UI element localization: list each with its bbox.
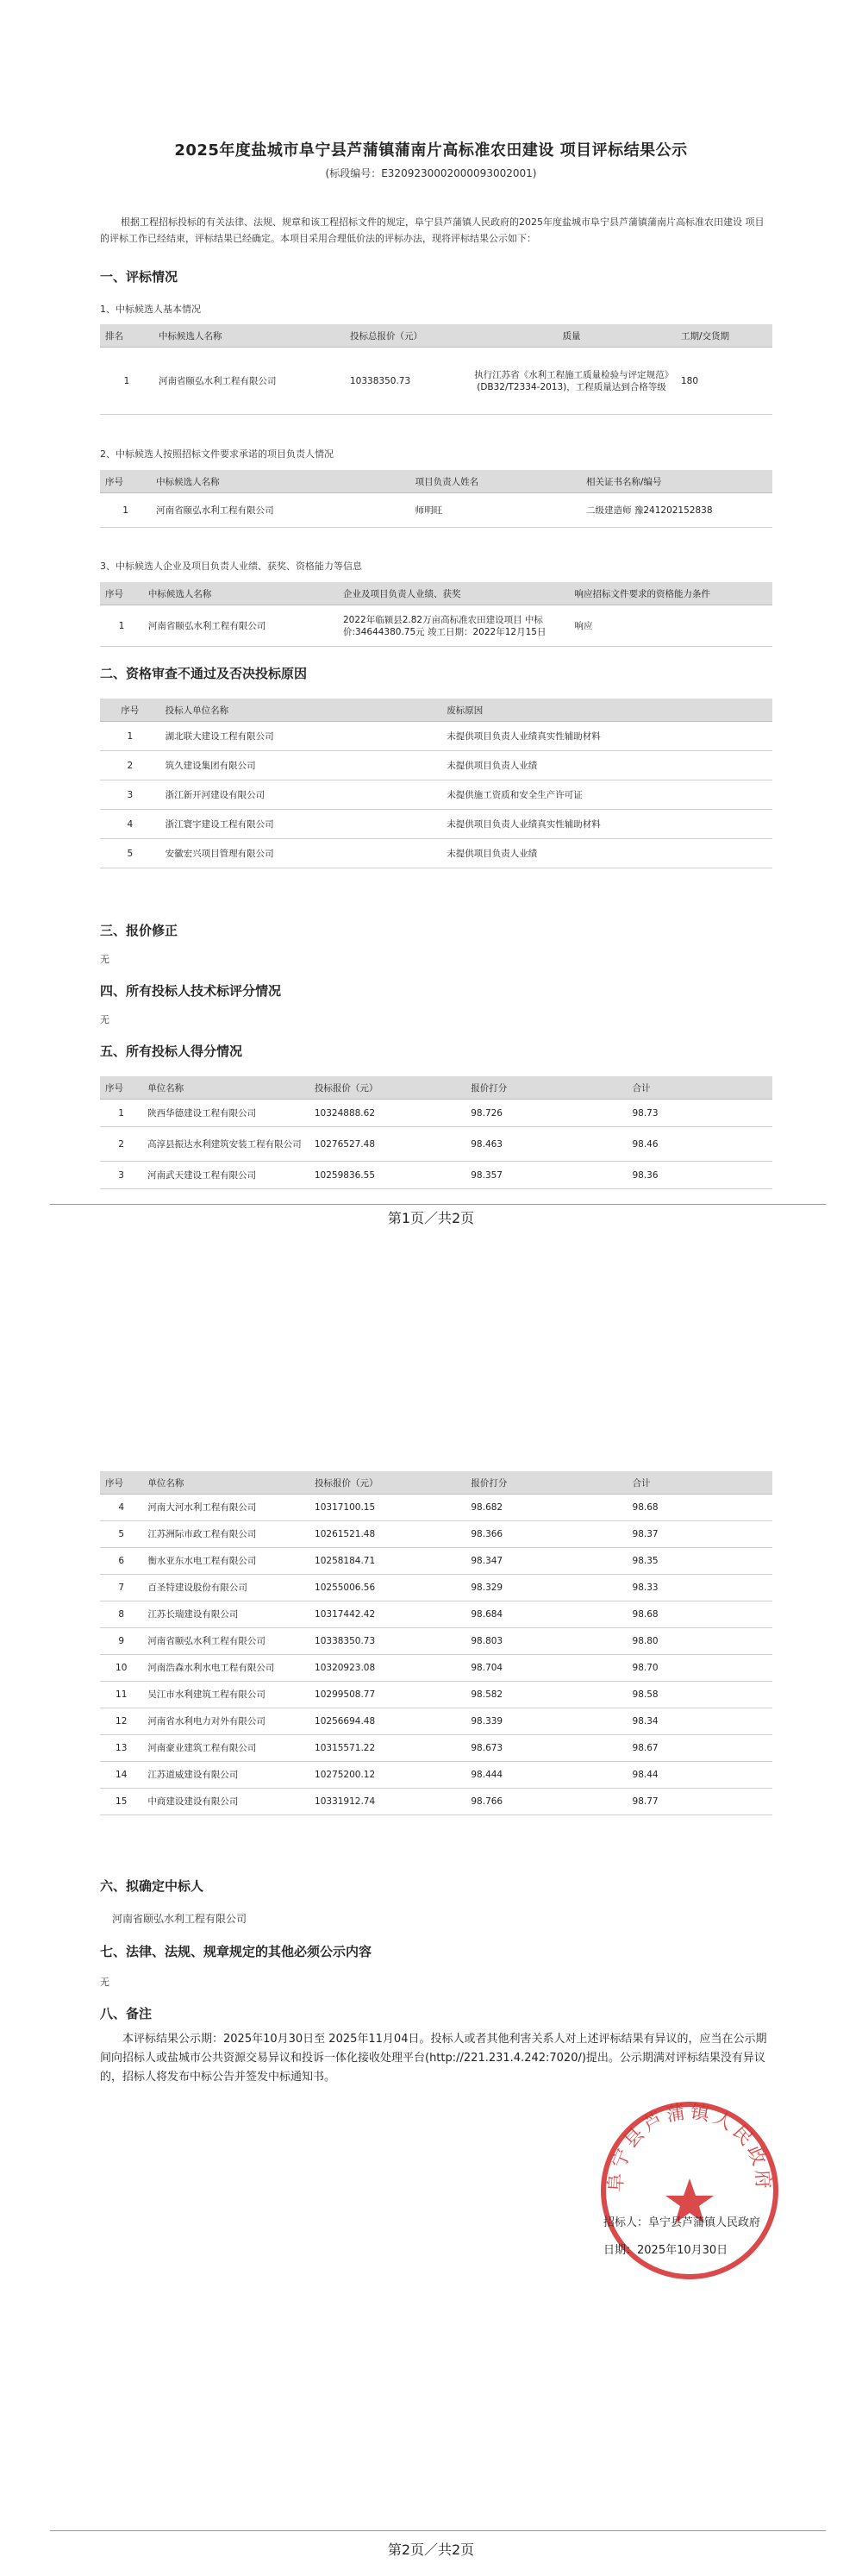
cell-no: 10 [100,1655,142,1682]
cell-price-score: 98.673 [465,1735,627,1762]
cell-rank: 1 [100,348,153,415]
table-row [100,1708,772,1735]
section1-sub2-heading: 2、中标候选人按照招标文件要求承诺的项目负责人情况 [100,448,334,460]
cell-total: 98.68 [628,1495,772,1521]
col-no: 序号 [100,582,143,605]
cell-name: 安徽宏兴项目管理有限公司 [160,839,442,868]
section1-heading: 一、评标情况 [100,269,178,285]
section4-content: 无 [100,1014,109,1025]
cell-name: 浙江新开河建设有限公司 [160,780,442,810]
cell-no: 11 [100,1682,142,1708]
cell-price-score: 98.444 [465,1762,627,1789]
cell-no: 3 [100,780,160,810]
cell-name: 筑久建设集团有限公司 [160,751,442,780]
table-row [100,810,772,839]
table-header-row [100,1076,772,1100]
candidate-basic-table [100,324,772,415]
cell-reason: 未提供项目负责人业绩 [441,839,772,868]
table-header-row [100,699,772,722]
cell-total: 98.46 [627,1127,772,1162]
cell-price-score: 98.803 [465,1628,627,1655]
col-quality: 质量 [467,324,676,348]
cell-price: 10299508.77 [309,1682,465,1708]
col-qualification: 响应招标文件要求的资格能力条件 [570,582,772,605]
col-total: 合计 [628,1471,772,1495]
col-name: 中标候选人名称 [151,470,409,493]
col-no: 序号 [100,1076,142,1100]
cell-total: 98.33 [628,1575,772,1601]
col-reason: 废标原因 [441,699,772,722]
cell-name: 中商建设建设有限公司 [142,1789,309,1815]
page-2 [0,1259,862,2576]
document-title: 2025年度盐城市阜宁县芦蒲镇蒲南片高标准农田建设 项目评标结果公示 [174,141,688,160]
table-row [100,605,772,647]
cell-name: 江苏洲际市政工程有限公司 [142,1521,309,1548]
section7-heading: 七、法律、法规、规章规定的其他必须公示内容 [100,1944,372,1959]
cell-price-score: 98.726 [465,1100,627,1127]
section4-heading: 四、所有投标人技术标评分情况 [100,983,282,999]
col-name: 单位名称 [142,1076,309,1100]
cell-performance: 2022年临颍县2.82万亩高标准农田建设项目 中标价:34644380.75元 竣工日期：2022年12月15日 [338,605,570,647]
table-row [100,751,772,780]
cell-total: 98.37 [628,1521,772,1548]
cell-price-score: 98.766 [465,1789,627,1815]
cell-no: 3 [100,1162,142,1189]
section7-content: 无 [100,1977,109,1988]
table-row [100,1628,772,1655]
cell-price-score: 98.357 [465,1162,627,1189]
cell-duration: 180 [676,348,772,415]
table-row [100,1548,772,1575]
cell-name: 河南省颐弘水利工程有限公司 [153,348,345,415]
col-name: 投标人单位名称 [160,699,442,722]
cell-name: 河南武天建设工程有限公司 [142,1162,309,1189]
col-manager: 项目负责人姓名 [410,470,581,493]
col-performance: 企业及项目负责人业绩、获奖 [338,582,570,605]
cell-name: 河南豪业建筑工程有限公司 [142,1735,309,1762]
table-header-row [100,324,772,348]
cell-name: 浙江寰宇建设工程有限公司 [160,810,442,839]
cell-total: 98.70 [628,1655,772,1682]
cell-price: 10317100.15 [309,1495,465,1521]
cell-price: 10317442.42 [309,1601,465,1628]
signature-date: 日期：2025年10月30日 [603,2244,728,2257]
table-row [100,348,772,415]
cell-total: 98.58 [628,1682,772,1708]
section1-sub3-heading: 3、中标候选人企业及项目负责人业绩、获奖、资格能力等信息 [100,561,362,572]
col-price: 投标报价（元） [309,1471,465,1495]
table-header-row [100,470,772,493]
section6-heading: 六、拟确定中标人 [100,1878,204,1894]
col-no: 序号 [100,1471,142,1495]
cell-price-score: 98.682 [465,1495,627,1521]
cell-no: 7 [100,1575,142,1601]
table-header-row [100,1471,772,1495]
col-price: 投标报价（元） [309,1076,465,1100]
cell-total: 98.36 [627,1162,772,1189]
col-cert: 相关证书名称/编号 [581,470,772,493]
cell-price: 10276527.48 [309,1127,465,1162]
cell-cert: 二级建造师 豫241202152838 [581,493,772,528]
cell-reason: 未提供项目负责人业绩真实性辅助材料 [441,722,772,751]
cell-price: 10331912.74 [309,1789,465,1815]
cell-no: 1 [100,493,151,528]
cell-no: 1 [100,605,143,647]
section6-content: 河南省颐弘水利工程有限公司 [112,1913,247,1925]
cell-name: 江苏长瑞建设有限公司 [142,1601,309,1628]
cell-no: 2 [100,751,160,780]
col-rank: 排名 [100,324,153,348]
table-row [100,1127,772,1162]
cell-no: 4 [100,1495,142,1521]
performance-table [100,582,772,647]
table-row [100,1521,772,1548]
cell-name: 河南大河水利工程有限公司 [142,1495,309,1521]
cell-name: 陕西华德建设工程有限公司 [142,1100,309,1127]
cell-total: 98.73 [627,1100,772,1127]
cell-price: 10275200.12 [309,1762,465,1789]
table-header-row [100,582,772,605]
cell-name: 河南省颐弘水利工程有限公司 [142,1628,309,1655]
cell-price-score: 98.582 [465,1682,627,1708]
table-row [100,1575,772,1601]
cell-price: 10259836.55 [309,1162,465,1189]
cell-no: 6 [100,1548,142,1575]
table-row [100,722,772,751]
cell-no: 13 [100,1735,142,1762]
cell-quality: 执行江苏省《水利工程施工质量检验与评定规范》(DB32/T2334-2013)，工程质量达到合格等级 [467,348,676,415]
section8-heading: 八、备注 [100,2006,153,2021]
cell-price-score: 98.463 [465,1127,627,1162]
cell-price-score: 98.339 [465,1708,627,1735]
scores-table-page1 [100,1076,772,1189]
cell-total: 98.77 [628,1789,772,1815]
cell-price-score: 98.704 [465,1655,627,1682]
cell-name: 河南省颐弘水利工程有限公司 [143,605,338,647]
col-total: 合计 [627,1076,772,1100]
cell-price: 10324888.62 [309,1100,465,1127]
cell-name: 百圣特建设股份有限公司 [142,1575,309,1601]
table-row [100,1162,772,1189]
scores-table-page2 [100,1471,772,1815]
cell-no: 1 [100,1100,142,1127]
project-manager-table [100,470,772,528]
cell-no: 9 [100,1628,142,1655]
cell-no: 14 [100,1762,142,1789]
page-1 [0,0,862,1259]
page-number: 第2页／共2页 [387,2542,475,2558]
cell-total: 98.34 [628,1708,772,1735]
table-row [100,1655,772,1682]
cell-no: 1 [100,722,160,751]
table-row [100,839,772,868]
section3-heading: 三、报价修正 [100,923,178,938]
col-price-score: 报价打分 [465,1076,627,1100]
cell-name: 吴江市水利建筑工程有限公司 [142,1682,309,1708]
col-name: 单位名称 [142,1471,309,1495]
official-seal-icon [595,2096,784,2285]
cell-no: 8 [100,1601,142,1628]
disqualified-table [100,699,772,868]
cell-reason: 未提供项目负责人业绩 [441,751,772,780]
cell-qualification: 响应 [570,605,772,647]
cell-price: 10256694.48 [309,1708,465,1735]
cell-price: 10320923.08 [309,1655,465,1682]
table-row [100,780,772,810]
cell-name: 河南省颐弘水利工程有限公司 [151,493,409,528]
col-duration: 工期/交货期 [676,324,772,348]
page-divider [50,2530,826,2531]
table-row [100,1682,772,1708]
cell-manager: 师明旺 [410,493,581,528]
cell-price-score: 98.347 [465,1548,627,1575]
tender-code: (标段编号：E3209230002000093002001) [325,167,537,179]
cell-total: 98.68 [628,1601,772,1628]
cell-name: 湖北联大建设工程有限公司 [160,722,442,751]
svg-text:阜宁县芦蒲镇人民政府: 阜宁县芦蒲镇人民政府 [605,2101,774,2193]
cell-reason: 未提供施工资质和安全生产许可证 [441,780,772,810]
cell-total: 98.44 [628,1762,772,1789]
cell-total: 98.67 [628,1735,772,1762]
cell-no: 5 [100,1521,142,1548]
section2-heading: 二、资格审查不通过及否决投标原因 [100,666,308,681]
cell-price: 10338350.73 [345,348,467,415]
cell-no: 4 [100,810,160,839]
cell-name: 衡水亚东水电工程有限公司 [142,1548,309,1575]
cell-total: 98.35 [628,1548,772,1575]
table-row [100,1100,772,1127]
remarks-paragraph: 本评标结果公示期：2025年10月30日至 2025年11月04日。投标人或者其他利害关系人对上述评标结果有异议的，应当在公示期间向招标人或盐城市公共资源交易异议和投诉一体化接收处理平台(http://221.231.4.242:7020/)提出。公示期满对评标结果没有异议的，招标人将发布中标公告并签发中标通知书。 [100,2033,767,2084]
table-row [100,493,772,528]
cell-price: 10315571.22 [309,1735,465,1762]
col-name: 中标候选人名称 [143,582,338,605]
cell-no: 5 [100,839,160,868]
section3-content: 无 [100,954,109,965]
cell-price-score: 98.366 [465,1521,627,1548]
page-number: 第1页／共2页 [387,1210,475,1226]
cell-price-score: 98.329 [465,1575,627,1601]
cell-name: 河南浩森水利水电工程有限公司 [142,1655,309,1682]
table-row [100,1789,772,1815]
section5-heading: 五、所有投标人得分情况 [100,1044,243,1059]
table-row [100,1735,772,1762]
table-row [100,1762,772,1789]
cell-price: 10258184.71 [309,1548,465,1575]
cell-name: 江苏道威建设有限公司 [142,1762,309,1789]
cell-total: 98.80 [628,1628,772,1655]
cell-reason: 未提供项目负责人业绩真实性辅助材料 [441,810,772,839]
cell-no: 2 [100,1127,142,1162]
section1-sub1-heading: 1、中标候选人基本情况 [100,304,201,315]
col-price: 投标总报价（元） [345,324,467,348]
col-price-score: 报价打分 [465,1471,627,1495]
table-row [100,1601,772,1628]
cell-no: 15 [100,1789,142,1815]
intro-paragraph: 根据工程招标投标的有关法律、法规、规章和该工程招标文件的规定，阜宁县芦蒲镇人民政府的2025年度盐城市阜宁县芦蒲镇蒲南片高标准农田建设 项目的评标工作已经结束，评标结果已经确定。本项目采用合理低价法的评标办法，现将评标结果公示如下： [100,216,765,244]
cell-price-score: 98.684 [465,1601,627,1628]
table-row [100,1495,772,1521]
col-no: 序号 [100,699,160,722]
signature-tenderer: 招标人：阜宁县芦蒲镇人民政府 [603,2216,761,2229]
cell-name: 河南省水利电力对外有限公司 [142,1708,309,1735]
cell-price: 10261521.48 [309,1521,465,1548]
col-name: 中标候选人名称 [153,324,345,348]
col-no: 序号 [100,470,151,493]
cell-price: 10338350.73 [309,1628,465,1655]
cell-name: 高淳县振达水利建筑安装工程有限公司 [142,1127,309,1162]
cell-price: 10255006.56 [309,1575,465,1601]
cell-no: 12 [100,1708,142,1735]
page-divider [50,1204,826,1205]
